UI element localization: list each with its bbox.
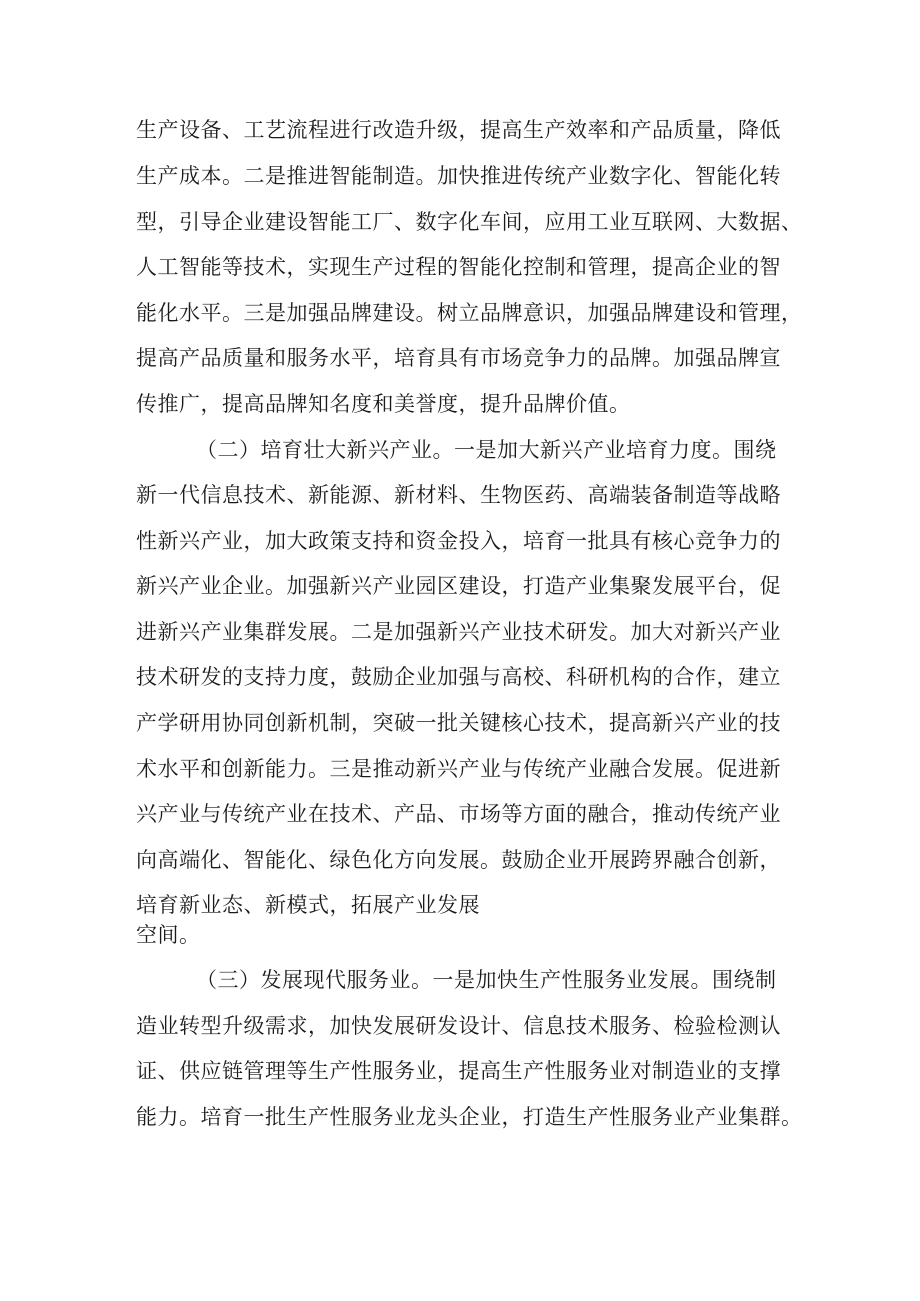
text-line: 造业转型升级需求，加快发展研发设计、信息技术服务、检验检测认 (136, 1014, 781, 1038)
text-line: 新一代信息技术、新能源、新材料、生物医药、高端装备制造等战略 (136, 483, 781, 507)
text-line: 空间。 (136, 923, 201, 947)
text-line: 生产设备、工艺流程进行改造升级，提高生产效率和产品质量，降低 (136, 118, 781, 142)
text-line: 培育新业态、新模式，拓展产业发展 (136, 893, 480, 917)
text-line: 兴产业与传统产业在技术、产品、市场等方面的融合，推动传统产业 (136, 802, 781, 826)
text-line: 传推广，提高品牌知名度和美誉度，提升品牌价值。 (136, 392, 631, 416)
text-line: 型，引导企业建设智能工厂、数字化车间，应用工业互联网、大数据、 (136, 210, 803, 234)
text-line: 产学研用协同创新机制，突破一批关键核心技术，提高新兴产业的技 (136, 711, 781, 735)
text-line: 技术研发的支持力度，鼓励企业加强与高校、科研机构的合作，建立 (136, 665, 781, 689)
text-line: 术水平和创新能力。三是推动新兴产业与传统产业融合发展。促进新 (136, 757, 781, 781)
text-line: 人工智能等技术，实现生产过程的智能化控制和管理，提高企业的智 (136, 255, 781, 279)
text-line: 向高端化、智能化、绿色化方向发展。鼓励企业开展跨界融合创新， (136, 848, 781, 872)
section-heading-line: （二）培育壮大新兴产业。一是加大新兴产业培育力度。围绕 (196, 438, 777, 462)
text-line: 生产成本。二是推进智能制造。加快推进传统产业数字化、智能化转 (136, 164, 781, 188)
text-line: 能化水平。三是加强品牌建设。树立品牌意识，加强品牌建设和管理， (136, 301, 803, 325)
text-line: 证、供应链管理等生产性服务业，提高生产性服务业对制造业的支撑 (136, 1059, 781, 1083)
text-line: 进新兴产业集群发展。二是加强新兴产业技术研发。加大对新兴产业 (136, 620, 781, 644)
text-line: 性新兴产业，加大政策支持和资金投入，培育一批具有核心竞争力的 (136, 529, 781, 553)
section-heading-line: （三）发展现代服务业。一是加快生产性服务业发展。围绕制 (196, 968, 777, 992)
text-line: 新兴产业企业。加强新兴产业园区建设，打造产业集聚发展平台，促 (136, 574, 781, 598)
text-line: 能力。培育一批生产性服务业龙头企业，打造生产性服务业产业集群。 (136, 1105, 803, 1129)
text-line: 提高产品质量和服务水平，培育具有市场竞争力的品牌。加强品牌宣 (136, 346, 781, 370)
